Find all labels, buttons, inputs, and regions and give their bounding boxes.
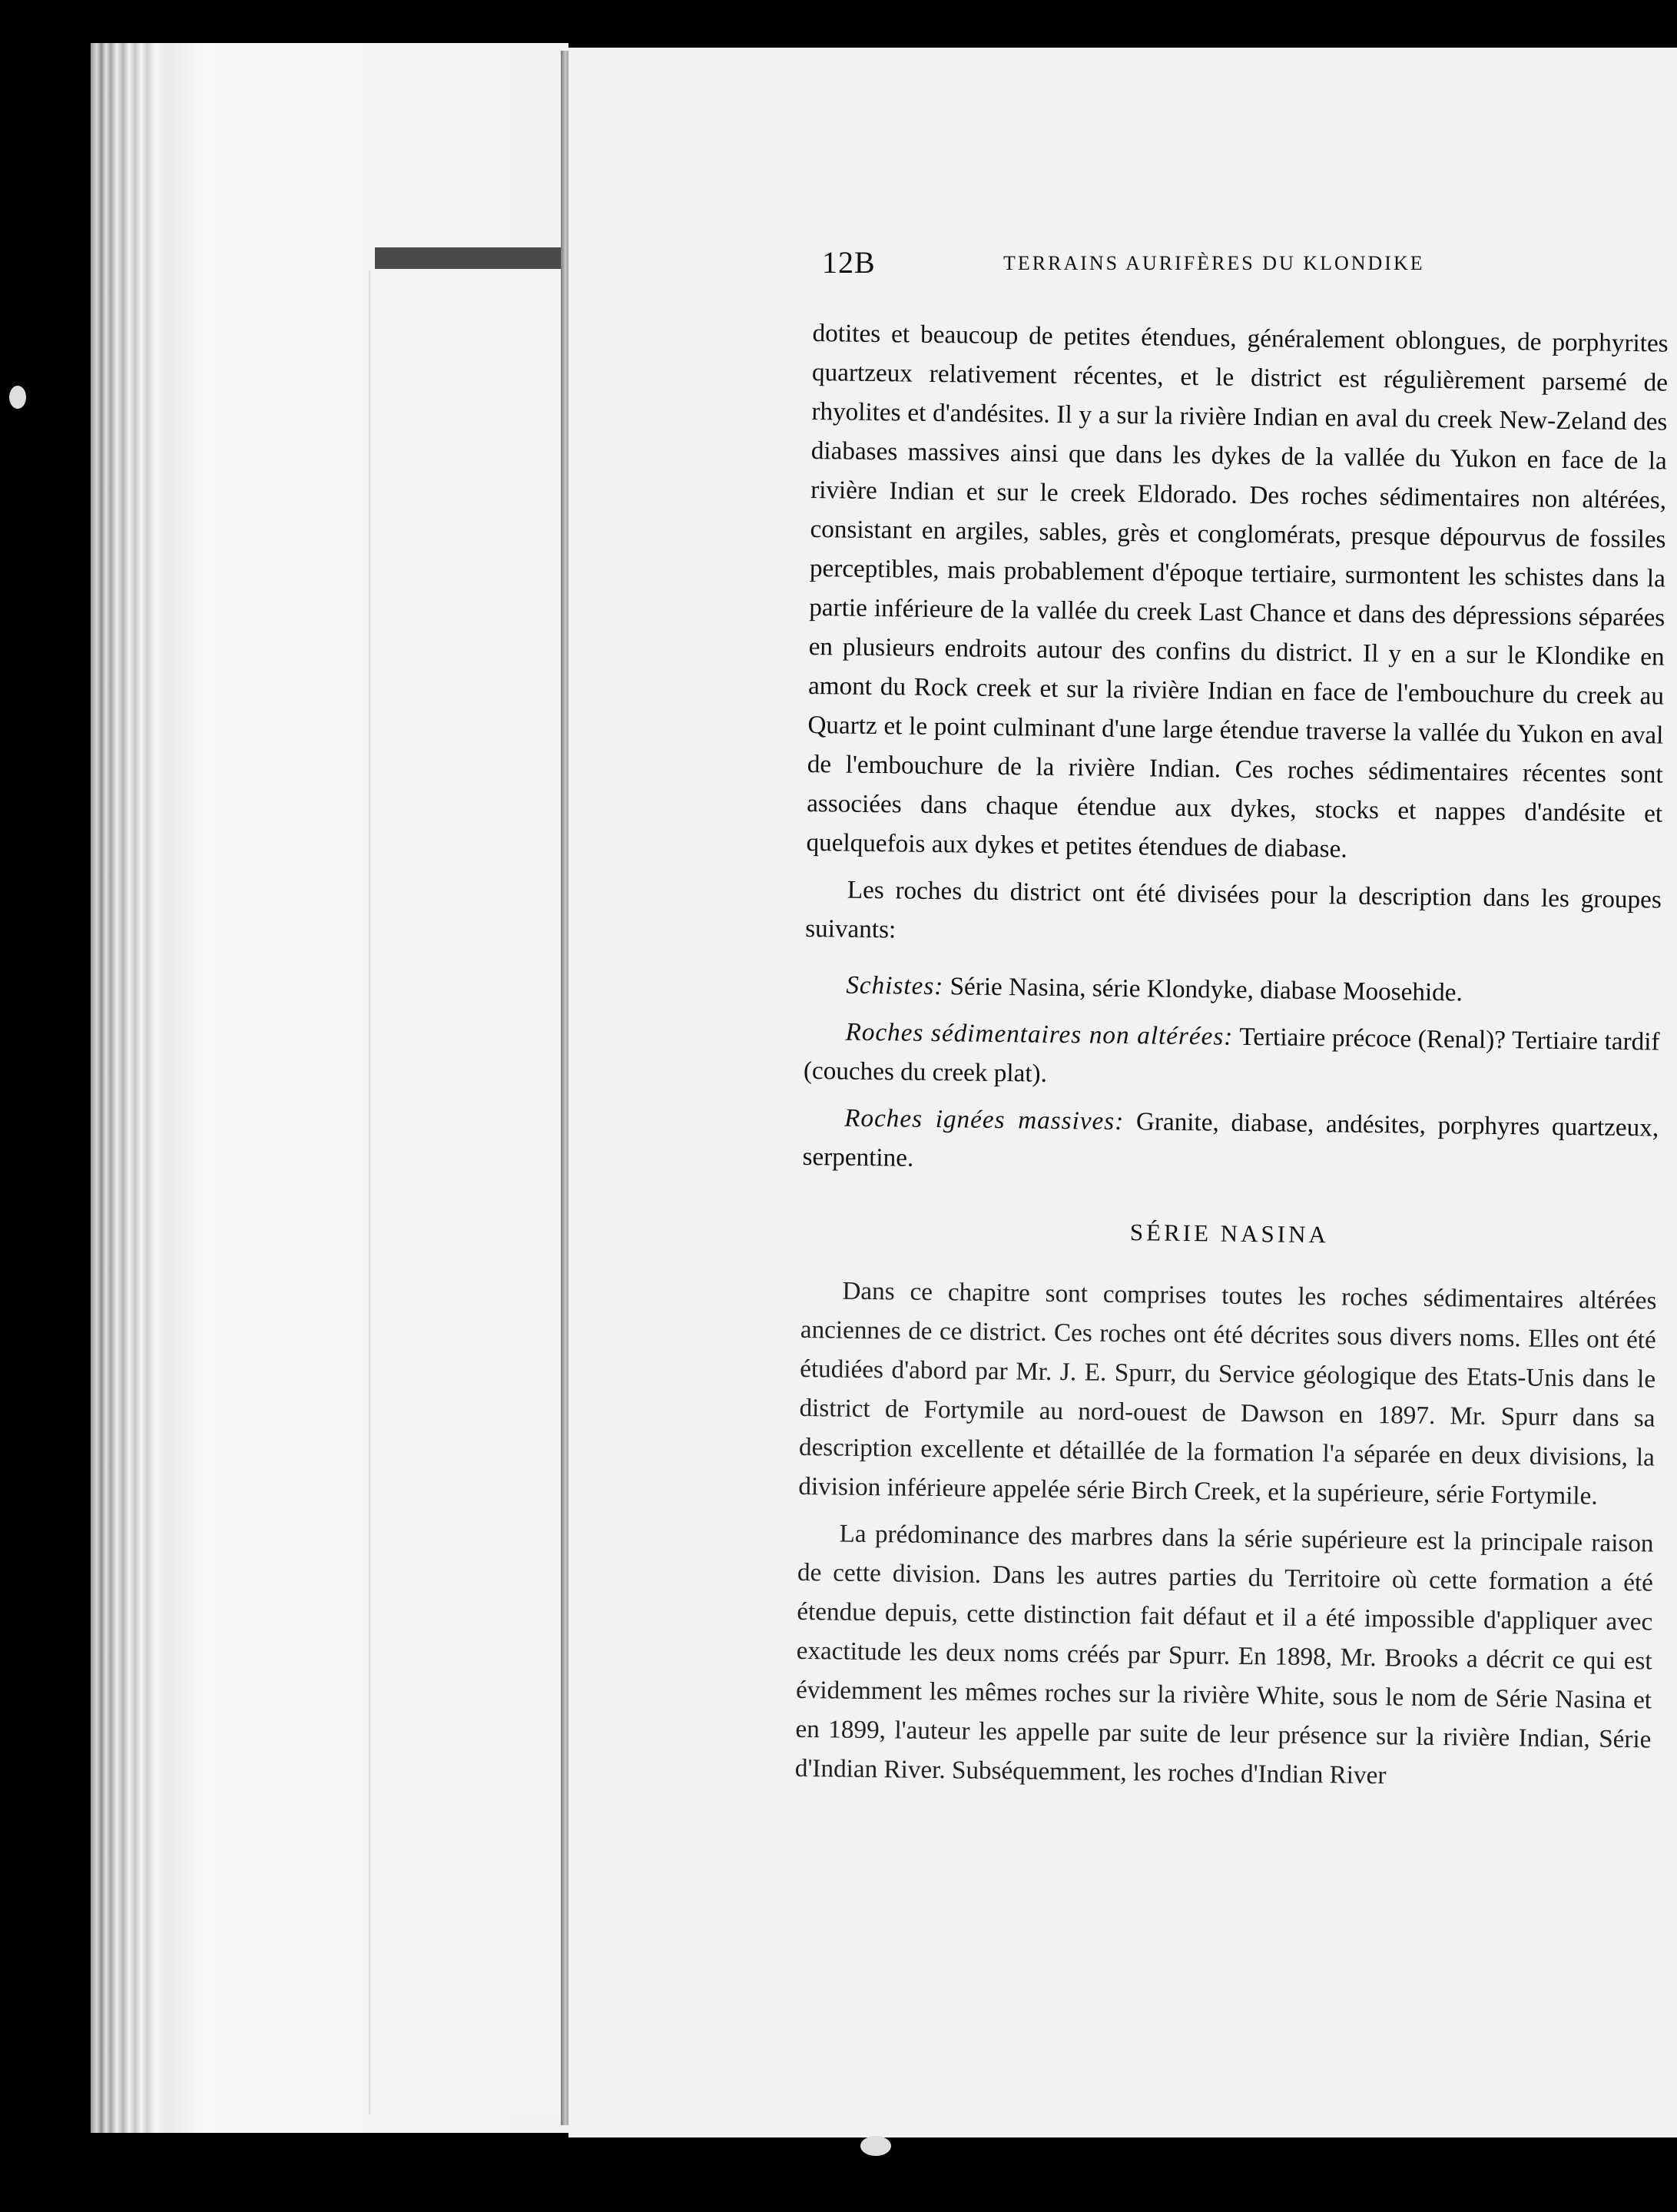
list-item-roches-sedimentaires: [804, 1012, 1660, 1101]
paragraph-1: dotites et beaucoup de petites étendues, généralement oblongues, de porphyrites quartzeux relativement récentes, et le district est régulièrement parsemé de rhyolites et d'andésites. Il y a sur la rivière Indian en aval du creek New-Zeland des diabases massives ainsi que dans les dykes de la vallée du Yukon en face de la rivière Indian et sur le creek Eldorado. Des roches sédimentaires non altérées, consistant en argiles, sables, grès et conglomérats, presque dépourvus de fossiles perceptibles, mais probablement d'époque tertiaire, surmontent les schistes dans la partie inférieure de la vallée du creek Last Chance et dans des dépressions séparées en plusieurs endroits autour des confins du district. Il y en a sur le Klondike en amont du Rock creek et sur la rivière Indian en face de l'embouchure du creek au Quartz et le point culminant d'une large étendue traverse la vallée du Yukon en aval de l'embouchure de la rivière Indian. Ces roches sédimentaires récentes sont associées dans chaque étendue aux dykes, stocks et nappes d'andésite et quelquefois aux dykes et petites étendues de diabase.: [806, 318, 1669, 864]
scan-speck: [860, 2136, 891, 2156]
list-item-label: Roches sédimentaires non altérées:: [845, 1017, 1234, 1051]
list-item-label: Schistes:: [846, 970, 944, 1001]
book-page: [568, 48, 1677, 2137]
previous-page-edge: [369, 270, 568, 2114]
page-edge-tab: [375, 247, 565, 269]
list-item-text: Granite, diabase, andésites, porphyres quartzeux, serpentine.: [802, 1107, 1659, 1172]
section-title: SÉRIE NASINA: [1129, 1219, 1330, 1249]
running-head: TERRAINS AURIFÈRES DU KLONDIKE: [1003, 252, 1425, 274]
list-item-label: Roches ignées massives:: [843, 1103, 1125, 1136]
page-stack-edges: [91, 43, 568, 2133]
list-item-text: Tertiaire précoce (Renal)? Tertiaire tardif (couches du creek plat).: [803, 1022, 1660, 1088]
list-item-text: Série Nasina, série Klondyke, diabase Moosehide.: [943, 972, 1463, 1007]
paragraph-3: Dans ce chapitre sont comprises toutes les roches sédimentaires altérées anciennes de ce district. Ces roches ont été décrites sous divers noms. Elles ont été étudiées d'abord par Mr. J. E. Spurr, du Service géologique des Etats-Unis dans le district de Fortymile au nord-ouest de Dawson en 1897. Mr. Spurr dans sa description excellente et détaillée de la formation l'a séparée en deux divisions, la division inférieure appelée série Birch Creek, et la supérieure, série Fortymile.: [798, 1276, 1657, 1511]
scan-speck: [9, 386, 26, 409]
page-body: [795, 313, 1669, 1798]
list-item-roches-ignees: [802, 1098, 1659, 1187]
page-header: [822, 244, 1606, 283]
paragraph-2: Les roches du district ont été divisées pour la description dans les groupes suivants:: [804, 875, 1662, 944]
paragraph-4: La prédominance des marbres dans la série supérieure est la principale raison de cette division. Dans les autres parties du Territoire où cette formation a été étendue depuis, cette distinction fait défaut et il a été impossible d'appliquer avec exactitude les deux noms créés par Spurr. En 1898, Mr. Brooks a décrit ce qui est évidemment les mêmes roches sur la rivière White, sous le nom de Série Nasina et en 1899, l'auteur les appelle par suite de leur présence sur la rivière Indian, Série d'Indian River. Subséquemment, les roches d'Indian River: [794, 1519, 1654, 1790]
page-number: 12B: [822, 245, 876, 280]
list-item-schistes: [804, 965, 1661, 1015]
